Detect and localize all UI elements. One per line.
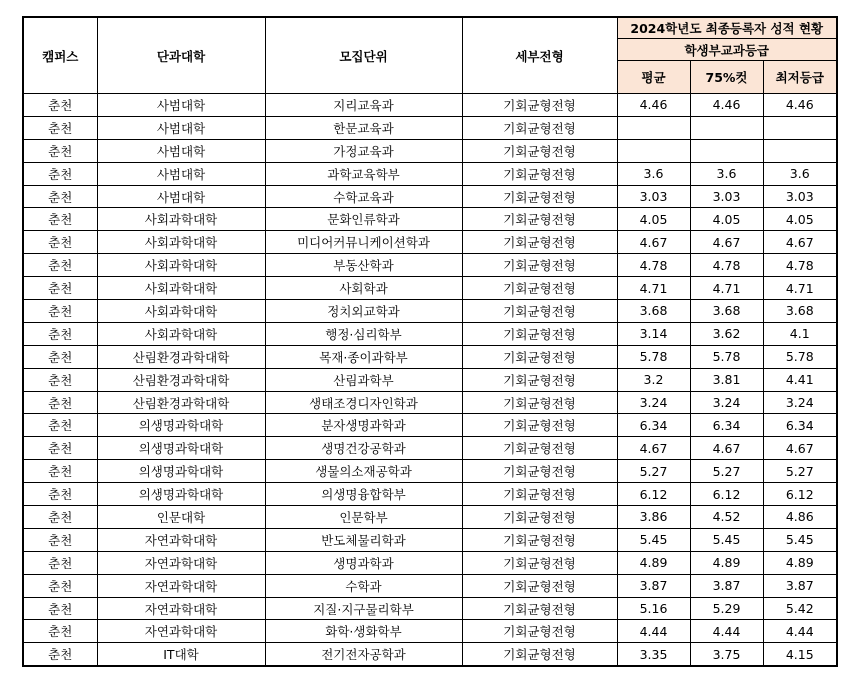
cell-track: 기회균형전형 — [462, 483, 617, 506]
cell-cut75: 4.67 — [690, 231, 763, 254]
header-min: 최저등급 — [763, 61, 837, 94]
cell-min: 5.27 — [763, 460, 837, 483]
cell-track: 기회균형전형 — [462, 254, 617, 277]
cell-unit: 문화인류학과 — [265, 208, 462, 231]
cell-college: 의생명과학대학 — [97, 483, 265, 506]
cell-min: 6.34 — [763, 414, 837, 437]
cell-track: 기회균형전형 — [462, 116, 617, 139]
cell-track: 기회균형전형 — [462, 185, 617, 208]
cell-avg: 4.67 — [617, 231, 690, 254]
cell-min: 4.67 — [763, 437, 837, 460]
cell-college: 의생명과학대학 — [97, 460, 265, 483]
cell-min: 4.78 — [763, 254, 837, 277]
cell-track: 기회균형전형 — [462, 368, 617, 391]
cell-campus: 춘천 — [23, 643, 97, 666]
cell-cut75: 4.52 — [690, 506, 763, 529]
cell-avg: 3.6 — [617, 162, 690, 185]
table-row — [23, 322, 837, 345]
cell-track: 기회균형전형 — [462, 231, 617, 254]
cell-cut75: 5.27 — [690, 460, 763, 483]
cell-cut75: 3.81 — [690, 368, 763, 391]
table-row — [23, 620, 837, 643]
table-row — [23, 300, 837, 323]
cell-avg — [617, 116, 690, 139]
cell-track: 기회균형전형 — [462, 643, 617, 666]
cell-campus: 춘천 — [23, 322, 97, 345]
cell-cut75: 3.03 — [690, 185, 763, 208]
cell-college: 사회과학대학 — [97, 277, 265, 300]
table-row — [23, 574, 837, 597]
cell-college: IT대학 — [97, 643, 265, 666]
cell-min: 4.46 — [763, 94, 837, 117]
cell-track: 기회균형전형 — [462, 391, 617, 414]
cell-track: 기회균형전형 — [462, 277, 617, 300]
table-row — [23, 460, 837, 483]
cell-avg: 6.12 — [617, 483, 690, 506]
header-cut75: 75%컷 — [690, 61, 763, 94]
cell-college: 자연과학대학 — [97, 574, 265, 597]
cell-cut75: 4.78 — [690, 254, 763, 277]
cell-unit: 의생명융합학부 — [265, 483, 462, 506]
cell-track: 기회균형전형 — [462, 94, 617, 117]
cell-track: 기회균형전형 — [462, 208, 617, 231]
cell-unit: 미디어커뮤니케이션학과 — [265, 231, 462, 254]
table-row — [23, 139, 837, 162]
cell-campus: 춘천 — [23, 460, 97, 483]
table-row — [23, 597, 837, 620]
cell-track: 기회균형전형 — [462, 437, 617, 460]
cell-min: 4.05 — [763, 208, 837, 231]
cell-unit: 목재·종이과학부 — [265, 345, 462, 368]
table-row — [23, 391, 837, 414]
cell-cut75: 6.12 — [690, 483, 763, 506]
cell-campus: 춘천 — [23, 391, 97, 414]
cell-avg: 3.86 — [617, 506, 690, 529]
cell-cut75: 4.46 — [690, 94, 763, 117]
cell-cut75: 3.75 — [690, 643, 763, 666]
table-row — [23, 162, 837, 185]
cell-avg: 4.67 — [617, 437, 690, 460]
cell-campus: 춘천 — [23, 483, 97, 506]
table-row — [23, 551, 837, 574]
cell-avg: 4.89 — [617, 551, 690, 574]
cell-college: 사회과학대학 — [97, 231, 265, 254]
cell-unit: 수학교육과 — [265, 185, 462, 208]
cell-cut75: 3.6 — [690, 162, 763, 185]
cell-college: 사범대학 — [97, 185, 265, 208]
cell-cut75: 4.44 — [690, 620, 763, 643]
cell-min: 4.67 — [763, 231, 837, 254]
cell-unit: 생명건강공학과 — [265, 437, 462, 460]
cell-unit: 사회학과 — [265, 277, 462, 300]
cell-min: 3.68 — [763, 300, 837, 323]
cell-campus: 춘천 — [23, 437, 97, 460]
cell-avg: 3.24 — [617, 391, 690, 414]
cell-unit: 생태조경디자인학과 — [265, 391, 462, 414]
table-row — [23, 254, 837, 277]
cell-track: 기회균형전형 — [462, 345, 617, 368]
cell-unit: 반도체물리학과 — [265, 528, 462, 551]
cell-avg — [617, 139, 690, 162]
cell-min: 4.86 — [763, 506, 837, 529]
cell-campus: 춘천 — [23, 620, 97, 643]
cell-avg: 4.05 — [617, 208, 690, 231]
cell-unit: 한문교육과 — [265, 116, 462, 139]
cell-campus: 춘천 — [23, 208, 97, 231]
cell-avg: 4.46 — [617, 94, 690, 117]
cell-unit: 지질·지구물리학부 — [265, 597, 462, 620]
cell-unit: 수학과 — [265, 574, 462, 597]
cell-college: 산림환경과학대학 — [97, 391, 265, 414]
cell-cut75: 4.05 — [690, 208, 763, 231]
cell-campus: 춘천 — [23, 277, 97, 300]
cell-unit: 정치외교학과 — [265, 300, 462, 323]
cell-track: 기회균형전형 — [462, 460, 617, 483]
cell-cut75: 5.45 — [690, 528, 763, 551]
cell-min: 4.89 — [763, 551, 837, 574]
cell-college: 의생명과학대학 — [97, 437, 265, 460]
cell-cut75: 4.67 — [690, 437, 763, 460]
cell-campus: 춘천 — [23, 162, 97, 185]
cell-campus: 춘천 — [23, 597, 97, 620]
cell-min: 3.6 — [763, 162, 837, 185]
cell-avg: 3.35 — [617, 643, 690, 666]
cell-avg: 3.14 — [617, 322, 690, 345]
table-row — [23, 94, 837, 117]
cell-avg: 3.2 — [617, 368, 690, 391]
cell-cut75: 3.68 — [690, 300, 763, 323]
cell-unit: 부동산학과 — [265, 254, 462, 277]
table-row — [23, 231, 837, 254]
cell-college: 사회과학대학 — [97, 322, 265, 345]
cell-cut75: 4.71 — [690, 277, 763, 300]
cell-cut75: 6.34 — [690, 414, 763, 437]
cell-cut75 — [690, 116, 763, 139]
cell-avg: 4.78 — [617, 254, 690, 277]
cell-college: 사범대학 — [97, 94, 265, 117]
table-row — [23, 345, 837, 368]
table-row — [23, 368, 837, 391]
cell-college: 사범대학 — [97, 116, 265, 139]
cell-min: 3.24 — [763, 391, 837, 414]
cell-campus: 춘천 — [23, 414, 97, 437]
cell-unit: 생물의소재공학과 — [265, 460, 462, 483]
cell-avg: 6.34 — [617, 414, 690, 437]
cell-cut75: 5.78 — [690, 345, 763, 368]
cell-campus: 춘천 — [23, 300, 97, 323]
cell-min: 4.44 — [763, 620, 837, 643]
table-row — [23, 116, 837, 139]
cell-college: 사범대학 — [97, 162, 265, 185]
table-row — [23, 277, 837, 300]
table-body — [23, 94, 837, 667]
cell-min: 4.15 — [763, 643, 837, 666]
cell-track: 기회균형전형 — [462, 597, 617, 620]
cell-track: 기회균형전형 — [462, 322, 617, 345]
header-college: 단과대학 — [97, 17, 265, 94]
cell-min: 3.87 — [763, 574, 837, 597]
cell-college: 사회과학대학 — [97, 254, 265, 277]
cell-avg: 4.71 — [617, 277, 690, 300]
cell-cut75 — [690, 139, 763, 162]
cell-campus: 춘천 — [23, 185, 97, 208]
cell-campus: 춘천 — [23, 254, 97, 277]
table-header — [23, 17, 837, 94]
header-track: 세부전형 — [462, 17, 617, 94]
cell-avg: 5.16 — [617, 597, 690, 620]
cell-campus: 춘천 — [23, 94, 97, 117]
cell-min: 4.41 — [763, 368, 837, 391]
cell-unit: 지리교육과 — [265, 94, 462, 117]
cell-campus: 춘천 — [23, 231, 97, 254]
cell-college: 사회과학대학 — [97, 208, 265, 231]
table-row — [23, 483, 837, 506]
header-title: 2024학년도 최종등록자 성적 현황 — [617, 17, 837, 39]
cell-avg: 3.03 — [617, 185, 690, 208]
cell-min — [763, 139, 837, 162]
cell-avg: 5.45 — [617, 528, 690, 551]
table-row — [23, 506, 837, 529]
cell-min: 6.12 — [763, 483, 837, 506]
cell-unit: 가정교육과 — [265, 139, 462, 162]
cell-college: 산림환경과학대학 — [97, 368, 265, 391]
admission-results-table — [22, 16, 838, 667]
cell-campus: 춘천 — [23, 528, 97, 551]
cell-track: 기회균형전형 — [462, 300, 617, 323]
cell-track: 기회균형전형 — [462, 414, 617, 437]
cell-avg: 5.27 — [617, 460, 690, 483]
cell-unit: 분자생명과학과 — [265, 414, 462, 437]
cell-min: 5.42 — [763, 597, 837, 620]
header-unit: 모집단위 — [265, 17, 462, 94]
cell-unit: 인문학부 — [265, 506, 462, 529]
cell-min: 5.78 — [763, 345, 837, 368]
header-subtitle: 학생부교과등급 — [617, 39, 837, 61]
cell-campus: 춘천 — [23, 574, 97, 597]
cell-unit: 화학·생화학부 — [265, 620, 462, 643]
cell-avg: 4.44 — [617, 620, 690, 643]
cell-college: 자연과학대학 — [97, 551, 265, 574]
cell-min — [763, 116, 837, 139]
cell-min: 4.1 — [763, 322, 837, 345]
cell-min: 4.71 — [763, 277, 837, 300]
cell-cut75: 4.89 — [690, 551, 763, 574]
cell-track: 기회균형전형 — [462, 528, 617, 551]
cell-unit: 행정·심리학부 — [265, 322, 462, 345]
cell-college: 의생명과학대학 — [97, 414, 265, 437]
cell-track: 기회균형전형 — [462, 574, 617, 597]
cell-college: 산림환경과학대학 — [97, 345, 265, 368]
cell-campus: 춘천 — [23, 139, 97, 162]
cell-unit: 전기전자공학과 — [265, 643, 462, 666]
table-row — [23, 437, 837, 460]
header-avg: 평균 — [617, 61, 690, 94]
cell-campus: 춘천 — [23, 116, 97, 139]
table-row — [23, 185, 837, 208]
cell-min: 5.45 — [763, 528, 837, 551]
cell-min: 3.03 — [763, 185, 837, 208]
cell-campus: 춘천 — [23, 368, 97, 391]
header-campus: 캠퍼스 — [23, 17, 97, 94]
cell-campus: 춘천 — [23, 551, 97, 574]
table-row — [23, 208, 837, 231]
cell-track: 기회균형전형 — [462, 162, 617, 185]
cell-track: 기회균형전형 — [462, 551, 617, 574]
cell-college: 사회과학대학 — [97, 300, 265, 323]
cell-unit: 산림과학부 — [265, 368, 462, 391]
cell-cut75: 5.29 — [690, 597, 763, 620]
cell-unit: 과학교육학부 — [265, 162, 462, 185]
cell-college: 자연과학대학 — [97, 620, 265, 643]
cell-campus: 춘천 — [23, 345, 97, 368]
cell-avg: 3.68 — [617, 300, 690, 323]
cell-college: 자연과학대학 — [97, 528, 265, 551]
cell-campus: 춘천 — [23, 506, 97, 529]
cell-avg: 3.87 — [617, 574, 690, 597]
table-row — [23, 414, 837, 437]
cell-college: 자연과학대학 — [97, 597, 265, 620]
cell-college: 인문대학 — [97, 506, 265, 529]
cell-college: 사범대학 — [97, 139, 265, 162]
cell-cut75: 3.87 — [690, 574, 763, 597]
cell-track: 기회균형전형 — [462, 506, 617, 529]
table-row — [23, 528, 837, 551]
table-row — [23, 643, 837, 666]
cell-cut75: 3.24 — [690, 391, 763, 414]
cell-avg: 5.78 — [617, 345, 690, 368]
cell-unit: 생명과학과 — [265, 551, 462, 574]
cell-track: 기회균형전형 — [462, 620, 617, 643]
cell-track: 기회균형전형 — [462, 139, 617, 162]
cell-cut75: 3.62 — [690, 322, 763, 345]
